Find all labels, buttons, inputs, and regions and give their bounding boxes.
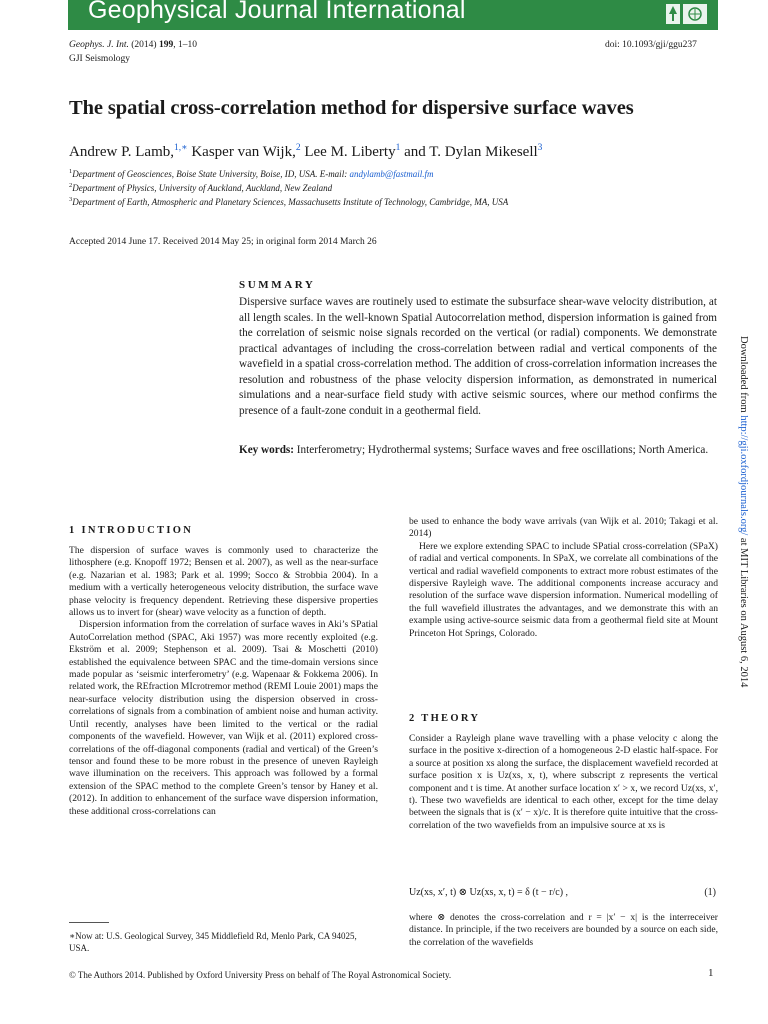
- theory-heading: 2 THEORY: [409, 713, 481, 724]
- author-sup[interactable]: 2: [295, 143, 301, 153]
- keywords: Key words: Interferometry; Hydrothermal systems; Surface waves and free oscillations; North America.: [239, 444, 709, 456]
- theory-text: [409, 733, 718, 832]
- journal-url-link[interactable]: http://gji.oxfordjournals.org/: [738, 415, 749, 536]
- equation-number: (1): [704, 887, 716, 898]
- copyright: © The Authors 2014. Published by Oxford University Press on behalf of The Royal Astronomical Society.: [69, 970, 452, 980]
- journal-logo-icon: [666, 2, 708, 26]
- intro-heading: 1 INTRODUCTION: [69, 525, 194, 536]
- equation-1: [409, 887, 718, 898]
- footnote-divider: [69, 922, 109, 923]
- affiliation-1: $^1$Department of Geosciences, Boise State University, Boise, ID, USA. E-mail: andylamb@fastmail.fm: [69, 168, 434, 179]
- intro-paragraph-4: Here we explore extending SPAC to include SPatial cross-correlation (SPaX) of radial and vertical components. In SPaX, we correlate all combinations of the vertical and radial wavefield components to extract more robust estimates of the dispersive Rayleigh wave. The additional components increase accuracy and resolution of the surface wave dispersion information. Numerical modelling of the full wavefield illustrates the advantages, and we demonstrate this with an example using active-source seismic data from a geothermal field site at Mount Princeton Hot Springs, Colorado.: [409, 540, 718, 639]
- journal-title: Geophysical Journal International: [88, 0, 466, 24]
- paper-title: The spatial cross-correlation method for dispersive surface waves: [69, 97, 634, 119]
- intro-paragraph-2: Dispersion information from the correlation of surface waves in Aki’s SPatial AutoCorrelation method (SPAC, Aki 1957) was more recently exploited (e.g. Ekström et al. 2009; Stephenson et al. 2009). Tsai & Moschetti (2010) established the equivalence between SPAC and the time-domain versions since made popular as ‘seismic interferometry’ (e.g. Wapenaar & Fokkema 2006). In related work, the REfraction MIcrotremor method (REMI Louie 2001) maps the near-surface velocity distribution using the dispersion observed in cross-correlations of signals from a combination of ambient noise and human activity. Until recently, analyses have been limited to the vertical or the radial components of the wavefield. However, van Wijk et al. (2011) explored cross-correlations of the off-diagonal components (radial and vertical) of the Green’s tensor and found these to be more robust in the presence of uneven Rayleigh wave illumination on the receivers. This approach was followed by a formal extension of the SPAC method to the complete Green’s tensor by Haney et al. (2012). In addition to enhancement of the surface wave dispersion information, these additional cross-correlations can: [69, 619, 378, 817]
- author-lamb: Andrew P. Lamb,: [69, 144, 174, 160]
- download-notice: Downloaded from http://gji.oxfordjournals.org/ at MIT Libraries on August 6, 2014: [738, 336, 749, 688]
- citation: Geophys. J. Int. (2014) 199, 1–10: [69, 40, 197, 50]
- journal-banner: [68, 0, 718, 30]
- summary-text: Dispersive surface waves are routinely used to estimate the subsurface shear-wave velocity distribution, at all length scales. In the well-known Spatial Autocorrelation method, dispersion information is gained from the correlation of seismic noise signals recorded on the vertical (or radial) components. We demonstrate practical advantages of including the cross-correlation between radial and vertical components of the wavefield in a spatial cross-correlation method. The addition of cross-correlation information increases the resolution and robustness of the phase velocity dispersion information, as demonstrated in numerical simulations and a near-surface field study with active seismic sources, where our method confirms the presence of a fault-zone conduit in a geothermal field.: [239, 296, 717, 417]
- intro-paragraph-1: The dispersion of surface waves is commonly used to characterize the lithosphere (e.g. Knopoff 1972; Bensen et al. 2007), as well as the near-surface (e.g. Nazarian et al. 1983; Park et al. 1999; Socco & Strobbia 2004). In a medium with a vertically heterogeneous velocity distribution, the surface wave phase velocity is frequency dependent. Retrieving these dispersive properties allows us to invert for (shear) wave velocity as a function of depth.: [69, 545, 378, 619]
- author-sup[interactable]: 1: [395, 143, 401, 153]
- intro-paragraph-3: be used to enhance the body wave arrivals (van Wijk et al. 2010; Takagi et al. 2014): [409, 516, 718, 540]
- page-number: 1: [708, 967, 714, 979]
- affiliation-3: $^3$Department of Earth, Atmospheric and Planetary Sciences, Massachusetts Institute of Technology, Cambridge, MA, USA: [69, 196, 509, 207]
- equation-body: Uz(xs, x′, t) ⊗ Uz(xs, x, t) = δ (t − r/c) ,: [409, 887, 569, 898]
- affiliation-2: $^2$Department of Physics, University of Auckland, Auckland, New Zealand: [69, 182, 333, 193]
- theory-paragraph-2: where ⊗ denotes the cross-correlation and r = |x′ − x| is the interreceiver distance. In principle, if the two receivers are bounded by a source on each side, the correlation of the wavefields: [409, 912, 718, 948]
- theory-text-2: [409, 912, 718, 949]
- author-sup[interactable]: 1,∗: [174, 143, 188, 153]
- author-sup[interactable]: 3: [537, 143, 543, 153]
- summary-heading: SUMMARY: [239, 279, 316, 291]
- accepted-dates: Accepted 2014 June 17. Received 2014 May 25; in original form 2014 March 26: [69, 237, 377, 247]
- author-van-wijk: Kasper van Wijk,: [187, 144, 296, 160]
- doi[interactable]: doi: 10.1093/gji/ggu237: [605, 40, 697, 50]
- section-label: GJI Seismology: [69, 54, 130, 64]
- theory-paragraph-1: Consider a Rayleigh plane wave travelling with a phase velocity c along the surface in the positive x-direction of a homogeneous 2-D elastic half-space. For a source at position xs along the surface, the displacement wavefield recorded at surface position x is Uz(xs, x, t), where subscript z represents the vertical component and t is time. At another surface location x′ > x, we record Uz(xs, x′, t). These two wavefields are identical to each other, except for the time delay between the signals that is (x′ − x)/c. It is therefore quite intuitive that the cross-correlation of the two wavefields from an impulsive source at xs is: [409, 733, 718, 831]
- author-liberty: Lee M. Liberty: [300, 144, 396, 160]
- intro-text: [69, 545, 378, 818]
- footnote: ∗Now at: U.S. Geological Survey, 345 Middlefield Rd, Menlo Park, CA 94025, USA.: [69, 931, 357, 953]
- email-link[interactable]: andylamb@fastmail.fm: [349, 169, 434, 179]
- author-mikesell: and T. Dylan Mikesell: [400, 144, 538, 160]
- author-list: [69, 144, 542, 161]
- right-column-text: [409, 516, 718, 640]
